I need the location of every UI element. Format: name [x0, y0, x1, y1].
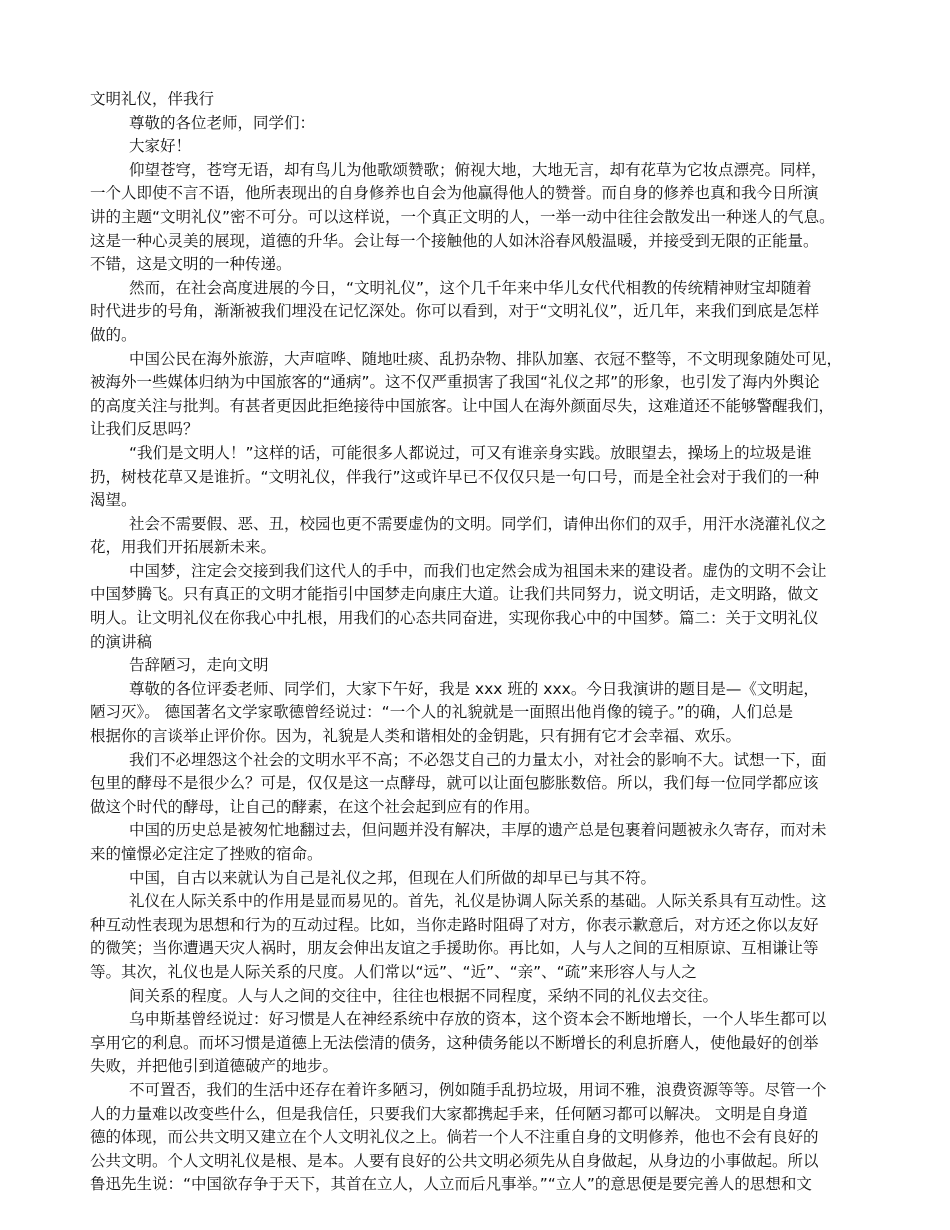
text-line: 的微笑；当你遭遇天灾人祸时，朋友会伸出友谊之手援助你。再比如，人与人之间的互相原谅、互相谦让等	[90, 939, 819, 958]
text-line: 然而，在社会高度进展的今日，“文明礼仪”，这个几千年来中华儿女代代相教的传统精神财宝却随着	[129, 278, 812, 297]
text-line: “我们是文明人！”这样的话，可能很多人都说过，可又有谁亲身实践。放眼望去，操场上的垃圾是谁	[129, 443, 812, 462]
text-line: 中国，自古以来就认为自己是礼仪之邦，但现在人们所做的却早已与其不符。	[129, 868, 657, 887]
text-line: 中国公民在海外旅游，大声喧哗、随地吐痰、乱扔杂物、排队加塞、衣冠不整等，不文明现象随处可见，	[129, 349, 843, 368]
text-line: 花，用我们开拓展新未来。	[90, 538, 277, 557]
text-line: 社会不需要假、恶、丑，校园也更不需要虚伪的文明。同学们，请伸出你们的双手，用汗水浇灌礼仪之	[129, 514, 827, 533]
text-line: 不可置否，我们的生活中还存在着许多陋习，例如随手乱扔垃圾，用词不雅，浪费资源等等。尽管一个	[129, 1080, 827, 1099]
text-line: 间关系的程度。人与人之间的交往中，往往也根据不同程度，采纳不同的礼仪去交往。	[129, 986, 719, 1005]
text-line: 做这个时代的酵母，让自己的酵素，在这个社会起到应有的作用。	[90, 797, 540, 816]
text-line: 被海外一些媒体归纳为中国旅客的“通病”。这不仅严重损害了我国“礼仪之邦”的形象，也引发了海内外舆论	[90, 373, 820, 392]
text-line: 中国梦，注定会交接到我们这代人的手中，而我们也定然会成为祖国未来的建设者。虚伪的文明不会让	[129, 561, 827, 580]
text-line: 公共文明。个人文明礼仪是根、是本。人要有良好的公共文明必须先从自身做起，从身边的小事做起。所以	[90, 1151, 819, 1170]
text-line: 做的。	[90, 325, 137, 344]
text-line: 渴望。	[90, 491, 137, 510]
text-line: 这是一种心灵美的展现，道德的升华。会让每一个接触他的人如沐浴春风般温暖，并接受到无限的正能量。	[90, 231, 819, 250]
text-line: 让我们反思吗？	[90, 420, 199, 439]
text-line: 享用它的利息。而坏习惯是道德上无法偿清的债务，这种债务能以不断增长的利息折磨人，使他最好的创举	[90, 1033, 819, 1052]
text-line: 扔，树枝花草又是谁折。“文明礼仪，伴我行”这或许早已不仅仅只是一句口号，而是全社会对于我们的一种	[90, 467, 820, 486]
text-line: 种互动性表现为思想和行为的互动过程。比如，当你走路时阻碍了对方，你表示歉意后，对方还之你以友好	[90, 915, 819, 934]
document-title: 文明礼仪，伴我行	[90, 90, 215, 108]
text-line: 大家好！	[129, 137, 192, 156]
document-page	[90, 88, 864, 1197]
text-line: 我们不必埋怨这个社会的文明水平不高；不必怨艾自己的力量太小，对社会的影响不大。试想一下，面	[129, 750, 827, 769]
text-line: 告辞陋习，走向文明	[129, 656, 269, 675]
text-line: 根据你的言谈举止评价你。因为，礼貌是人类和谐相处的金钥匙，只有拥有它才会幸福、欢乐。	[90, 727, 742, 746]
text-line: 陋习灭》。 德国著名文学家歌德曾经说过：“一个人的礼貌就是一面照出他肖像的镜子。”的确，人们总是	[90, 703, 793, 722]
text-line: 尊敬的各位评委老师、同学们，大家下午好，我是 xxx 班的 xxx。今日我演讲的题目是—《文明起，	[129, 679, 819, 698]
text-line: 德的体现，而公共文明又建立在个人文明礼仪之上。倘若一个人不注重自身的文明修养，他也不会有良好的	[90, 1128, 819, 1147]
text-line: 一个人即使不言不语，他所表现出的自身修养也自会为他赢得他人的赞誉。而自身的修养也真和我今日所演	[90, 184, 819, 203]
text-line: 时代进步的号角，渐渐被我们埋没在记忆深处。你可以看到，对于“文明礼仪”，近几年，来我们到底是怎样	[90, 302, 820, 321]
text-line: 来的憧憬必定注定了挫败的宿命。	[90, 845, 323, 863]
text-line: 的高度关注与批判。有甚者更因此拒绝接待中国旅客。让中国人在海外颜面尽失，这难道还不能够警醒我们，	[90, 396, 835, 415]
text-line: 乌申斯基曾经说过：好习惯是人在神经系统中存放的资本，这个资本会不断地增长，一个人毕生都可以	[129, 1010, 827, 1029]
text-line: 失败，并把他引到道德破产的地步。	[90, 1057, 339, 1076]
text-line: 尊敬的各位老师，同学们：	[129, 113, 316, 132]
text-line: 仰望苍穹，苍穹无语，却有鸟儿为他歌颂赞歌；俯视大地，大地无言，却有花草为它妆点漂亮。同样，	[129, 160, 827, 179]
text-line: 讲的主题“文明礼仪”密不可分。可以这样说，一个真正文明的人，一举一动中往往会散发出一种迷人的气息。	[90, 207, 835, 226]
text-line: 的演讲稿	[90, 632, 153, 651]
text-line: 鲁迅先生说：“中国欲存争于天下，其首在立人，人立而后凡事举。”“立人”的意思便是要完善人的思想和文	[90, 1175, 812, 1194]
text-line: 礼仪在人际关系中的作用是显而易见的。首先，礼仪是协调人际关系的基础。人际关系具有互动性。这	[129, 892, 827, 911]
text-line: 中国的历史总是被匆忙地翻过去，但问题并没有解决，丰厚的遗产总是包裹着问题被永久寄存，而对未	[129, 821, 827, 840]
text-line: 明人。让文明礼仪在你我心中扎根，用我们的心态共同奋进，实现你我心中的中国梦。篇二：关于文明礼仪	[90, 609, 819, 628]
text-line: 不错，这是文明的一种传递。	[90, 255, 292, 274]
text-line: 人的力量难以改变些什么，但是我信任，只要我们大家都携起手来，任何陋习都可以解决。 文明是自身道	[90, 1104, 808, 1123]
text-line: 中国梦腾飞。只有真正的文明才能指引中国梦走向康庄大道。让我们共同努力，说文明话，走文明路，做文	[90, 585, 819, 604]
text-line: 包里的酵母不是很少么？可是，仅仅是这一点酵母，就可以让面包膨胀数倍。所以，我们每一位同学都应该	[90, 774, 819, 793]
text-line: 等。其次，礼仪也是人际关系的尺度。人们常以“远”、“近”、“亲”、“疏”来形容人与人之	[90, 962, 697, 981]
